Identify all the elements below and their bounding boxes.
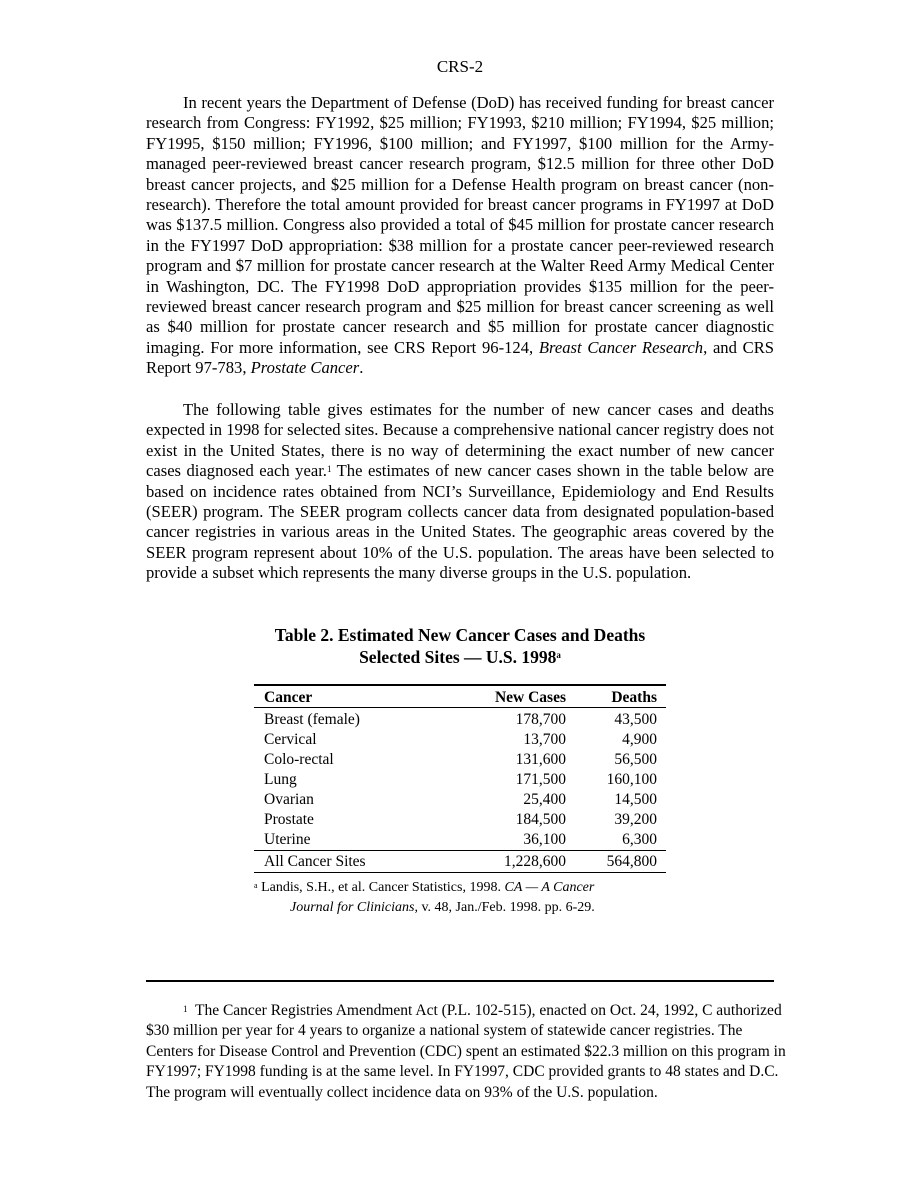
table-title: [146, 624, 774, 668]
cell-new-cases: 25,400: [523, 791, 566, 808]
table-note-text: Landis, S.H., et al. Cancer Statistics, 1998.: [261, 880, 505, 895]
table-row: [254, 770, 666, 790]
table-row: [254, 790, 666, 810]
cell-cancer: Cervical: [264, 731, 317, 748]
column-header-deaths: Deaths: [611, 689, 657, 706]
cell-cancer: Colo-rectal: [264, 751, 334, 768]
table-row: [254, 810, 666, 830]
paragraph-text: The following table gives estimates for the number of new cancer cases and deaths expected in 1998 for selected sites. Because a comprehensive national cancer registry does not exist in the United States, there is no way of determining the exact number of new cancer cases diagnosed each year.: [146, 400, 774, 481]
paragraph-text: The estimates of new cancer cases shown in the table below are based on incidence rates obtained from NCI’s Surveillance, Epidemiology and End Results (SEER) program. The SEER program collects cancer data from designated population-based cancer registries in various areas in the United States. The geographic areas covered by the SEER program represent about 10% of the U.S. population. The areas have been selected to provide a subset which represents the many diverse groups in the U.S. population.: [146, 461, 775, 583]
cell-deaths-total: 564,800: [606, 853, 657, 870]
cell-cancer-total: All Cancer Sites: [264, 853, 366, 870]
table-note-journal: CA — A Cancer: [504, 880, 595, 895]
report-title-prostate-cancer: Prostate Cancer: [250, 358, 360, 378]
table-total-row: [254, 851, 666, 873]
paragraph-funding: [146, 93, 774, 379]
table-title-line1: Table 2. Estimated New Cancer Cases and Deaths: [274, 625, 646, 645]
cell-cancer: Lung: [264, 771, 297, 788]
footnote-text: The Cancer Registries Amendment Act (P.L. 102-515), enacted on Oct. 24, 1992, C authorized $30 million per year for 4 years to organize a national system of statewide cancer registries. The Centers for Disease Control and Prevention (CDC) spent an estimated $22.3 million on this program in FY1997; FY1998 funding is at the same level. In FY1997, CDC provided grants to 48 states and D.C. The program will eventually collect incidence data on 93% of the U.S. population.: [146, 1002, 786, 1101]
column-header-cancer: Cancer: [264, 689, 313, 706]
cell-new-cases: 13,700: [523, 731, 566, 748]
footnote-marker: 1: [183, 1004, 188, 1014]
cell-deaths: 39,200: [614, 811, 657, 828]
table-note-journal-cont: Journal for Clinicians: [290, 900, 415, 915]
cancer-statistics-table: [254, 684, 666, 873]
table-header-row: [254, 685, 666, 708]
cell-deaths: 56,500: [614, 751, 657, 768]
cell-deaths: 43,500: [614, 711, 657, 728]
table-row: [254, 730, 666, 750]
cell-deaths: 4,900: [622, 731, 657, 748]
footnote-1: [146, 1001, 790, 1103]
cell-new-cases: 36,100: [523, 831, 566, 848]
report-title-breast-cancer: Breast Cancer Research: [538, 337, 704, 357]
cell-deaths: 160,100: [606, 771, 657, 788]
paragraph-text: , and CRS Report 97-783,: [146, 337, 774, 378]
table-note-text-cont: , v. 48, Jan./Feb. 1998. pp. 6-29.: [414, 900, 595, 915]
paragraph-text: In recent years the Department of Defense (DoD) has received funding for breast cancer research from Congress: FY1992, $25 million; FY1993, $210 million; FY1994, $25 million; FY1995, $150 million; FY1996, $100 million; and FY1997, $100 million for the Army-managed peer-reviewed breast cancer research program, $12.5 million for three other DoD breast cancer projects, and $25 million for a Defense Health program on breast cancer (non-research). Therefore the total amount provided for breast cancer programs in FY1997 at DoD was $137.5 million. Congress also provided a total of $45 million for prostate cancer research in the FY1997 DoD appropriation: $38 million for a prostate cancer peer-reviewed research program and $7 million for prostate cancer research at the Walter Reed Army Medical Center in Washington, DC. The FY1998 DoD appropriation provides $135 million for the peer-reviewed breast cancer research program and $25 million for breast cancer screening as well as $40 million for prostate cancer research and $5 million for prostate cancer diagnostic imaging. For more information, see CRS Report 96-124,: [146, 93, 774, 357]
table-row: [254, 830, 666, 851]
table-title-line2: Selected Sites — U.S. 1998$^a$: [359, 647, 561, 667]
page-number: CRS-2: [436, 57, 484, 76]
footnote-reference: 1: [326, 464, 332, 475]
cell-deaths: 6,300: [622, 831, 657, 848]
paragraph-text: .: [359, 358, 364, 378]
cell-cancer: Breast (female): [264, 711, 360, 728]
column-header-new-cases: New Cases: [494, 689, 566, 706]
cell-cancer: Uterine: [264, 831, 311, 848]
table-note-marker: a: [254, 881, 258, 890]
cell-cancer: Ovarian: [264, 791, 314, 808]
table-row: [254, 708, 666, 731]
cell-new-cases-total: 1,228,600: [504, 853, 566, 870]
cell-new-cases: 171,500: [515, 771, 566, 788]
table-note-reference: a: [556, 650, 561, 660]
cell-cancer: Prostate: [264, 811, 314, 828]
footnote-divider: [146, 980, 774, 982]
cell-new-cases: 131,600: [515, 751, 566, 768]
table-row: [254, 750, 666, 770]
cell-new-cases: 178,700: [515, 711, 566, 728]
cell-deaths: 14,500: [614, 791, 657, 808]
table-source-note: [254, 878, 674, 918]
cell-new-cases: 184,500: [515, 811, 566, 828]
paragraph-table-intro: [146, 400, 774, 584]
